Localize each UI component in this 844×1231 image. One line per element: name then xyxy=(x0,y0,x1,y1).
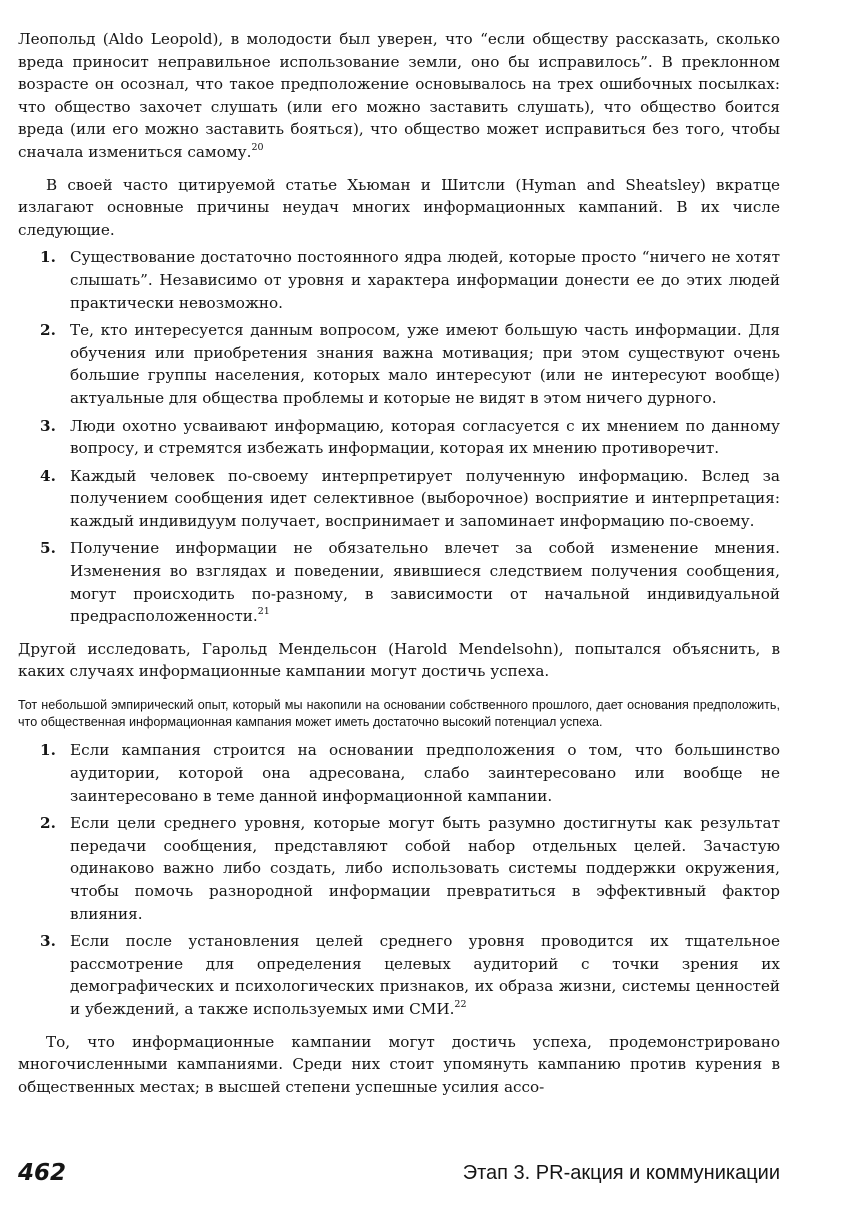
list-item-text: Если после установления целей среднего уровня проводится их тщательное рассмотрение для определения целевых аудиторий с точки зрения их демографических и психологических признаков, их образа жизни, системы ценностей и убеждений, а также используемых ими СМИ. xyxy=(70,932,780,1018)
list-item xyxy=(18,739,780,807)
paragraph-hyman-sheatsley: В своей часто цитируемой статье Хьюман и Шитсли (Hyman and Sheatsley) вкратце излагают основные причины неудач многих информационных кампаний. В их числе следующие. xyxy=(18,175,780,239)
list-item-number: 1. xyxy=(40,741,56,760)
page-body xyxy=(18,28,780,1098)
failure-reasons-list xyxy=(18,246,780,628)
list-item xyxy=(18,246,780,314)
list-item-text: Каждый человек по-своему интерпретирует полученную информацию. Вслед за получением сообщения идет селективное (выборочное) восприятие и интерпретация: каждый индивидуум получает, воспринимает и запоминает информацию по-своему. xyxy=(70,466,780,530)
list-item-number: 3. xyxy=(40,932,56,951)
page-number: 462 xyxy=(18,1160,67,1186)
list-item xyxy=(18,415,780,460)
success-conditions-list xyxy=(18,739,780,1020)
list-item xyxy=(18,319,780,409)
list-item-text: Люди охотно усваивают информацию, которая согласуется с их мнением по данному вопросу, и стремятся избежать информации, которая их мнению противоречит. xyxy=(70,416,780,458)
list-item-number: 5. xyxy=(40,539,56,558)
list-item xyxy=(18,537,780,627)
footnote-ref: 22 xyxy=(454,998,467,1010)
running-head: Этап 3. PR-акция и коммуникации xyxy=(462,1162,780,1184)
footnote-ref: 21 xyxy=(257,606,270,618)
list-item xyxy=(18,812,780,925)
list-item-text: Существование достаточно постоянного ядра людей, которые просто “ничего не хотят слышать”. Независимо от уровня и характера информации донести ее до этих людей практически невозможно. xyxy=(70,248,780,312)
list-item-number: 2. xyxy=(40,321,56,340)
paragraph-leopold xyxy=(18,28,780,164)
footnote-ref: 20 xyxy=(251,141,264,153)
list-item-number: 4. xyxy=(40,466,56,485)
list-item-number: 3. xyxy=(40,416,56,435)
list-item-text: Получение информации не обязательно влечет за собой изменение мнения. Изменения во взглядах и поведении, явившиеся следствием получения сообщения, могут происходить по-разному, в зависимости от начальной индивидуальной предрасположенности. xyxy=(70,539,780,626)
list-item-number: 1. xyxy=(40,248,56,267)
list-item-text: Если цели среднего уровня, которые могут быть разумно достигнуты как результат передачи сообщения, представляют собой набор отдельных целей. Зачастую одинаково важно либо создать, либо использовать системы поддержки окружения, чтобы помочь разнородной информации превратиться в эффективный фактор влияния. xyxy=(70,814,780,923)
list-item-text: Те, кто интересуется данным вопросом, уже имеют большую часть информации. Для обучения или приобретения знания важна мотивация; при этом существуют очень большие группы населения, которых мало интересуют (или не интересуют вообще) актуальные для общества проблемы и которые не видят в этом ничего дурного. xyxy=(70,321,780,407)
page-footer xyxy=(0,1160,844,1196)
paragraph-campaign-success: То, что информационные кампании могут достичь успеха, продемонстрировано многочисленными кампаниями. Среди них стоит упомянуть кампанию против курения в общественных местах; в высшей степени успешные усилия ассо- xyxy=(18,1032,780,1096)
list-item-number: 2. xyxy=(40,814,56,833)
paragraph-mendelsohn: Другой исследовать, Гарольд Мендельсон (Harold Mendelsohn), попытался объяснить, в каких случаях информационные кампании могут достичь успеха. xyxy=(18,639,780,681)
list-item xyxy=(18,930,780,1020)
paragraph-text: Леопольд (Aldo Leopold), в молодости был уверен, что “если обществу рассказать, сколько вреда приносит неправильное использование земли, оно бы исправилось”. В преклонном возрасте он осознал, что такое предположение основывалось на трех ошибочных посылках: что общество захочет слушать (или его можно заставить слушать), что общество боится вреда (или его можно заставить бояться), что общество может исправиться без того, чтобы сначала измениться самому. xyxy=(18,30,780,161)
list-item xyxy=(18,465,780,533)
list-item-text: Если кампания строится на основании предположения о том, что большинство аудитории, которой она адресована, слабо заинтересовано или вообще не заинтересовано в теме данной информационной кампании. xyxy=(70,741,780,805)
quote-block: Тот небольшой эмпирический опыт, который мы накопили на основании собственного прошлого, дает основания предположить, что общественная информационная кампания может иметь достаточно высокий потенциал успеха. xyxy=(18,698,780,730)
